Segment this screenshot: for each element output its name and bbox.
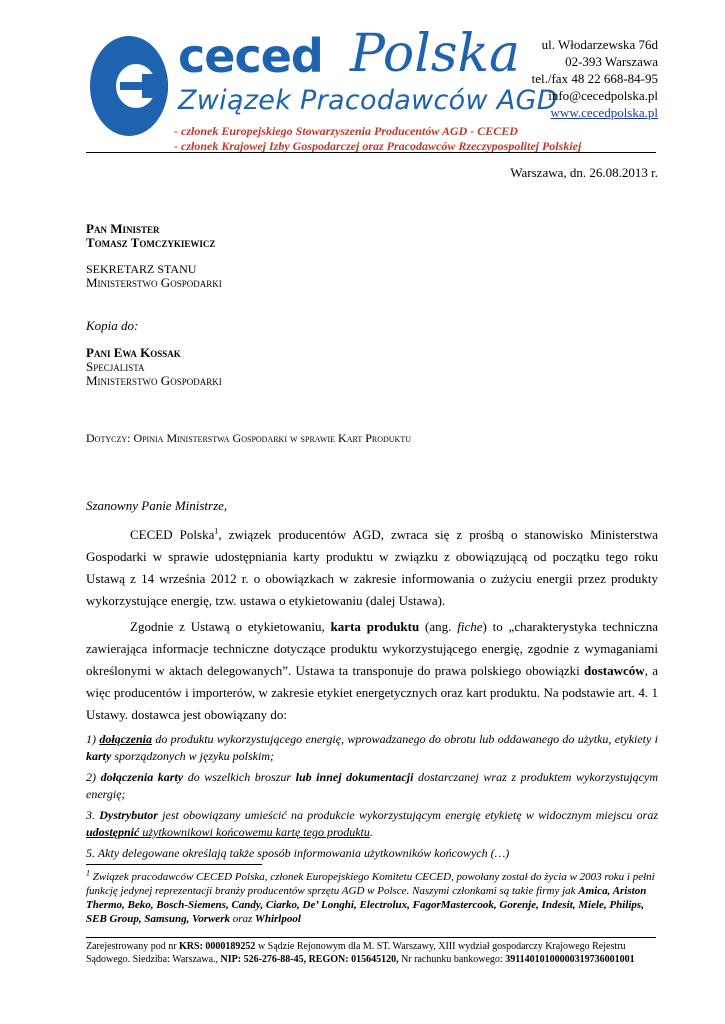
header-divider bbox=[86, 152, 656, 153]
address-city: 02-393 Warszawa bbox=[565, 54, 658, 69]
address-email: info@cecedpolska.pl bbox=[548, 88, 658, 103]
copy-position: Specjalista bbox=[86, 359, 145, 374]
address-street: ul. Włodarzewska 76d bbox=[541, 37, 658, 52]
ceced-logo-mark bbox=[90, 36, 168, 136]
website-link[interactable]: www.cecedpolska.pl bbox=[550, 105, 658, 120]
recipient-title: Pan Minister bbox=[86, 221, 160, 236]
recipient-name: Tomasz Tomczykiewicz bbox=[86, 235, 216, 250]
copy-label: Kopia do: bbox=[86, 318, 139, 333]
recipient-block bbox=[86, 222, 215, 250]
list-item: 2) dołączenia karty do wszelkich broszur lub innej dokumentacji dostarczanej wraz z produktem wykorzystującym energię; bbox=[86, 770, 658, 801]
copy-ministry: Ministerstwo Gospodarki bbox=[86, 373, 222, 388]
copy-block bbox=[86, 346, 222, 388]
logo-polska-text: Polska bbox=[350, 24, 521, 84]
address-phone: tel./fax 48 22 668-84-95 bbox=[531, 71, 658, 86]
obligations-list bbox=[86, 731, 658, 866]
logo-subtitle: Związek Pracodawców AGD bbox=[178, 85, 558, 116]
footnote-ref[interactable]: 1 bbox=[214, 526, 219, 536]
logo-ceced-text: ceced bbox=[178, 29, 323, 83]
list-item: 3. Dystrybutor jest obowiązany umieścić na produkcie wykorzystującym energię etykietę w widocznym miejscu oraz udostępnić użytkownikowi końcowemu kartę tego produktu. bbox=[86, 808, 659, 839]
footnote-divider bbox=[86, 864, 262, 865]
recipient-ministry: Ministerstwo Gospodarki bbox=[86, 275, 222, 290]
address-block bbox=[532, 36, 658, 121]
paragraph-2: Zgodnie z Ustawą o etykietowaniu, karta produktu (ang. fiche) to „charakterystyka techniczna zawierająca informacje techniczne dotyczące produktu wykorzystującego energię, zgodnie z wymaganiami określonymi w aktach delegowanych”. Ustawa ta transponuje do prawa polskiego obowiązki dostawców, a więc producentów i importerów, w zakresie etykiet energetycznych oraz kart produktu. Na podstawie art. 4. 1 Ustawy. dostawca jest obowiązany do: bbox=[86, 619, 659, 722]
footnote: $^1$ Związek pracodawców CECED Polska, członek Europejskiego Komitetu CECED, powołany został do życia w 2003 roku i pełni funkcję jedynej reprezentacji branży producentów sprzętu AGD w Polsce. Naszymi członkami są takie firmy jak Amica, Ariston Thermo, Beko, Bosch-Siemens, Candy, Ciarko, De’ Longhi, Electrolux, FagorMastercook, Gorenje, Indesit, Miele, Philips, SEB Group, Samsung, Vorwerk oraz Whirlpool bbox=[86, 868, 655, 925]
footer-registration: Zarejestrowany pod nr KRS: 0000189252 w Sądzie Rejonowym dla M. ST. Warszawy, XIII wydział gospodarczy Krajowego Rejestru Sądowego. Siedziba: Warszawa., NIP: 526-276-88-45, REGON: 015645120, Nr rachunku bankowego: 39114010100000319736001001 bbox=[86, 941, 635, 965]
paragraph-1: CECED Polska$^1$, związek producentów AGD, zwraca się z prośbą o stanowisko Ministerstwa Gospodarki w sprawie udostępniania karty produktu w związku z obowiązującą od początku tego roku Ustawą z 14 września 2012 r. o obowiązkach w zakresie informowania o zużyciu energii przez produkty wykorzystujące energię, tzw. ustawa o etykietowaniu (dalej Ustawa). bbox=[86, 526, 658, 608]
list-item: 1) dołączenia do produktu wykorzystującego energię, wprowadzanego do obrotu lub oddawanego do użytku, etykiety i karty sporządzonych w języku polskim; bbox=[86, 732, 659, 763]
copy-name: Pani Ewa Kossak bbox=[86, 345, 181, 360]
footer-divider bbox=[86, 937, 656, 938]
salutation: Szanowny Panie Ministrze, bbox=[86, 498, 228, 513]
membership-line-1: - członek Europejskiego Stowarzyszenia Producentów AGD - CECED bbox=[174, 124, 518, 138]
membership-line-2: - członek Krajowej Izby Gospodarczej oraz Pracodawców Rzeczypospolitej Polskiej bbox=[174, 139, 582, 153]
letter-date: Warszawa, dn. 26.08.2013 r. bbox=[510, 165, 658, 180]
recipient-position: SEKRETARZ STANU bbox=[86, 262, 197, 276]
recipient-office bbox=[86, 262, 222, 290]
list-item: 5. Akty delegowane określają także sposób informowania użytkowników końcowych (…) bbox=[86, 846, 510, 860]
subject-line: Dotyczy: Opinia Ministerstwa Gospodarki w sprawie Kart Produktu bbox=[86, 431, 411, 445]
